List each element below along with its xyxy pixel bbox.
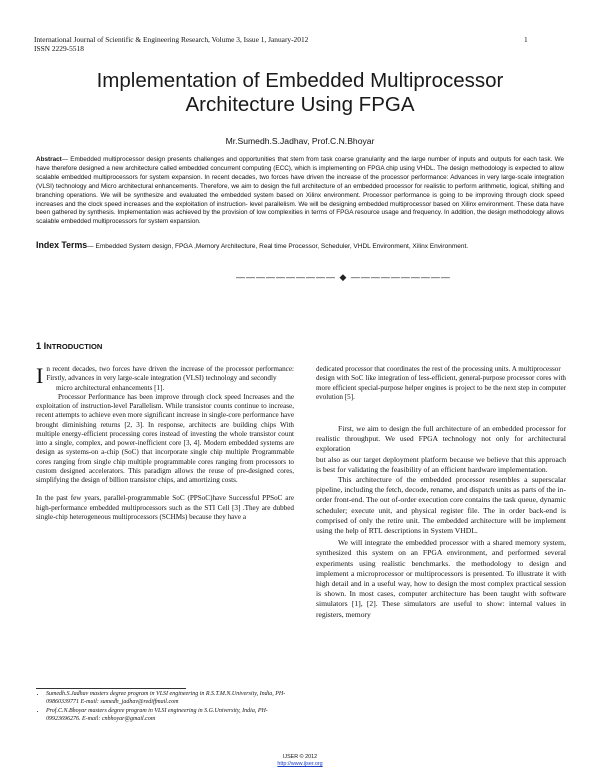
- abstract-dash: —: [61, 156, 71, 163]
- page-footer: [200, 754, 400, 768]
- footnote-author-1: • Sumedh.S.Jadhav masters degree program in VLSI engineering in R.S.T.M.N.University, India, PH-09860339771 E-mail: sumedh_jadhav@rediffmail.com: [46, 690, 294, 706]
- index-terms-text: Embedded System design, FPGA ,Memory Architecture, Real time Processor, Scheduler, VHDL Environment, Xilinx Environment.: [95, 243, 469, 250]
- intro-p1-a: n recent decades, two forces have driven the increase: [46, 365, 204, 373]
- index-terms-dash: —: [87, 243, 96, 250]
- right-paragraph-6: We will integrate the embedded processor with a shared memory system, synthesized this system on an FPGA environment, and performed several experiments using realistic benchmarks. the methodology to design and implement a microprocessor or multiprocessors is presented. To illustrate it with high detail and in a useful way, how to design the most complex practical session is shown. In most cases, computer architecture has been taught with software simulators [1], [2]. These simulators are useful to show: internal values in registers, memory: [316, 538, 566, 619]
- intro-p1-c: micro architectural enhancements [1].: [56, 383, 165, 392]
- authors: Mr.Sumedh.S.Jadhav, Prof.C.N.Bhoyar: [225, 136, 375, 146]
- section-number: 1: [36, 341, 44, 351]
- intro-p1-b: of the processor performance: Firstly, advances in very large-scale integration (VLSI) technology and secondly: [46, 365, 294, 383]
- right-paragraph-4: but also as our target deployment platform because we believe that this approach is best for validating the feasibility of an efficient hardware implementation.: [316, 454, 566, 474]
- paper-title: [40, 69, 560, 116]
- footnotes: [36, 690, 294, 724]
- abstract-label: Abstract: [36, 156, 62, 163]
- footer-link[interactable]: http://www.ijser.org: [277, 761, 323, 767]
- section-title-rest: NTRODUCTION: [46, 342, 103, 351]
- intro-paragraph-3: In the past few years, parallel-programmable SoC (PPSoC)have Successful PPSoC are high-performance embedded multiprocessors such as the STI Cell [3] .They are dubbed single-chip heterogeneous multiprocessors (SCHMs) because they have a: [36, 494, 294, 521]
- index-terms: [36, 241, 564, 251]
- footnote-rule: [36, 688, 186, 689]
- title-line-2: Architecture Using FPGA: [185, 92, 415, 116]
- journal-name: International Journal of Scientific & Engineering Research, Volume 3, Issue 1, January-2012: [34, 35, 309, 44]
- section-heading-introduction: [36, 341, 102, 351]
- index-terms-label: Index Terms: [36, 240, 88, 250]
- drop-cap: I: [36, 363, 44, 388]
- section-divider: —————————— ◆ ——————————: [236, 272, 451, 282]
- right-column-top: [316, 365, 566, 402]
- right-paragraph-5: This architecture of the embedded processor resembles a superscalar pipeline, including the fetch, decode, rename, and dispatch units as parts of the in-order front-end. The out of-order execution core contains the task queue, dynamic scheduler; execute unit, and physical register file. The in order back-end is comprised of only the retire unit. The embedded architecture will be implement using the help of RTL descriptions in System VHDL.: [316, 475, 566, 536]
- left-column: [36, 365, 294, 522]
- issn: ISSN 2229-5518: [34, 44, 84, 53]
- footnote-author-2: • Prof.C.N.Bhoyar masters degree program in VLSI engineering in S.G.University, India, PH-09923696276. E-mail: cnbhoyar@gmail.com: [46, 707, 294, 723]
- title-line-1: Implementation of Embedded Multiprocessor: [96, 69, 504, 92]
- section-title-initial: I: [43, 341, 47, 351]
- abstract: [36, 156, 564, 227]
- right-paragraph-2: design with SoC like integration of less-efficient, general-purpose processor cores with more efficient special-purpose helper engines is project to be the next step in computer evolution [5].: [316, 374, 566, 401]
- journal-header: [34, 35, 308, 53]
- right-paragraph-1: dedicated processor that coordinates the rest of the processing units. A multiprocessor: [316, 365, 561, 373]
- abstract-text: Embedded multiprocessor design presents challenges and opportunities that stem from task coarse granularity and the large number of inputs and outputs for each task. We have therefore designed a new architecture called embedded concurrent computing (ECC), which is implementing on FPGA chip using VHDL. The design methodology is expected to allow scalable embedded multiprocessors for system expansion. In recent decades, two forces have driven the increase of the processor performance: Advances in very large-scale integration (VLSI) technology and Micro architectural enhancements. Therefore, we aim to design the full architecture of an embedded processor for realistic to perform arithmetic, logical, shifting and branching operations. We will be synthesize and evaluated the embedded system based on Xilinx environment. Processor performance is going to be improving through clock speed increases and the clock speed increases and the exploitation of instruction- level parallelism. We will be designing embedded multiprocessor based on Xilinx environment. These data have been gathered by synthesis. Implementation was achieved by the provision of low complexities in terms of FPGA resource usage and frequency. In addition, the design methodology allows scalable embedded multiprocessors for system expansion.: [36, 156, 564, 226]
- intro-paragraph-2: Processor Performance has been improve through clock speed Increases and the exploitation of instruction-level Parallelism. While transistor counts continue to increase, recent attempts to achieve even more significant increase in single-core performance have brought diminishing returns [2, 3]. In response, architects are building chips With multiple energy-efficient processing cores instead of investing the whole transistor count into a single, complex, and power-inefficient core [3, 4]. Modern embedded systems are design as systems-on a-chip (SoC) that incorporate single chip multiple Programmable cores ranging from single chip multiple programmable cores ranging from processors to custom designed accelerators. This paradigm allows the reuse of pre-designed cores, simplifying the design of billion transistor chips, and amortizing costs.: [36, 392, 294, 484]
- right-column-body: [316, 424, 566, 620]
- right-paragraph-3: First, we aim to design the full architecture of an embedded processor for realistic throughput. We used FPGA technology not only for architectural exploration: [316, 424, 566, 454]
- footer-copyright: IJSER © 2012: [282, 754, 318, 760]
- page-number: 1: [524, 35, 528, 44]
